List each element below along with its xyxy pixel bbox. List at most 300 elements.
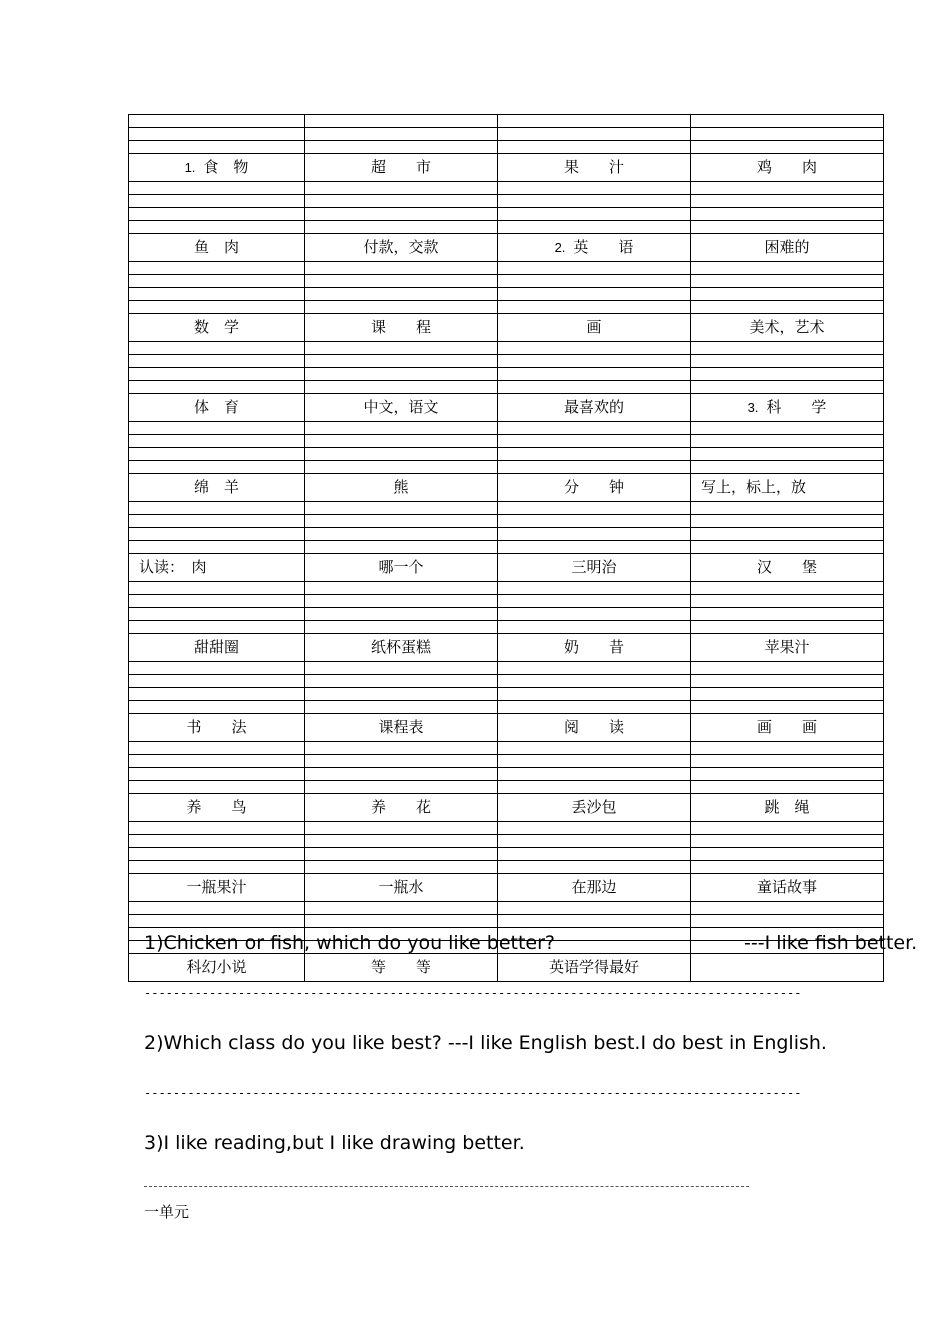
blank-cell bbox=[305, 461, 498, 474]
blank-cell bbox=[498, 541, 691, 554]
blank-cell bbox=[129, 115, 305, 128]
blank-cell bbox=[498, 675, 691, 688]
blank-cell bbox=[129, 435, 305, 448]
blank-cell bbox=[691, 608, 884, 621]
blank-cell bbox=[691, 128, 884, 141]
blank-cell bbox=[498, 835, 691, 848]
blank-cell bbox=[691, 288, 884, 301]
blank-cell bbox=[129, 688, 305, 701]
vocab-row bbox=[129, 154, 884, 182]
vocab-cell bbox=[498, 154, 691, 182]
vocab-word: 果 汁 bbox=[563, 158, 624, 176]
vocab-word: 体 育 bbox=[193, 398, 239, 416]
vocab-cell bbox=[129, 154, 305, 182]
vocab-word: 食 物 bbox=[203, 158, 249, 176]
vocab-cell bbox=[305, 234, 498, 262]
blank-cell bbox=[305, 275, 498, 288]
blank-row bbox=[129, 422, 884, 435]
blank-row bbox=[129, 621, 884, 634]
vocab-word: 课程表 bbox=[378, 718, 424, 736]
blank-cell bbox=[691, 915, 884, 928]
vocab-cell bbox=[129, 394, 305, 422]
blank-cell bbox=[305, 861, 498, 874]
vocab-word: 写上，标上，放 bbox=[701, 478, 807, 496]
blank-cell bbox=[305, 182, 498, 195]
vocab-word: 美术，艺术 bbox=[749, 318, 825, 336]
blank-row bbox=[129, 915, 884, 928]
vocab-word: 一瓶果汁 bbox=[186, 878, 247, 896]
blank-cell bbox=[691, 221, 884, 234]
blank-cell bbox=[129, 182, 305, 195]
blank-cell bbox=[305, 541, 498, 554]
vocab-cell bbox=[305, 794, 498, 822]
vocab-word: 绵 羊 bbox=[193, 478, 239, 496]
blank-cell bbox=[691, 515, 884, 528]
blank-cell bbox=[305, 128, 498, 141]
vocab-row bbox=[129, 394, 884, 422]
blank-cell bbox=[129, 902, 305, 915]
blank-cell bbox=[691, 582, 884, 595]
blank-cell bbox=[498, 742, 691, 755]
blank-cell bbox=[305, 342, 498, 355]
blank-cell bbox=[129, 822, 305, 835]
blank-cell bbox=[305, 435, 498, 448]
blank-cell bbox=[305, 528, 498, 541]
vocab-cell bbox=[129, 554, 305, 582]
blank-cell bbox=[305, 848, 498, 861]
vocab-cell bbox=[305, 634, 498, 662]
blank-cell bbox=[498, 381, 691, 394]
unit-label: 一单元 bbox=[144, 1203, 190, 1221]
vocab-cell bbox=[498, 474, 691, 502]
blank-row bbox=[129, 688, 884, 701]
blank-cell bbox=[691, 262, 884, 275]
blank-cell bbox=[691, 461, 884, 474]
vocab-cell bbox=[691, 714, 884, 742]
blank-row bbox=[129, 902, 884, 915]
blank-cell bbox=[691, 422, 884, 435]
blank-cell bbox=[129, 301, 305, 314]
vocab-word: 付款，交款 bbox=[363, 238, 439, 256]
blank-cell bbox=[129, 582, 305, 595]
blank-cell bbox=[305, 262, 498, 275]
vocab-row bbox=[129, 314, 884, 342]
vocab-cell bbox=[305, 874, 498, 902]
vocab-cell bbox=[498, 234, 691, 262]
blank-row bbox=[129, 662, 884, 675]
blank-row bbox=[129, 822, 884, 835]
blank-cell bbox=[305, 781, 498, 794]
blank-cell bbox=[498, 902, 691, 915]
item-number: 3. bbox=[747, 400, 759, 415]
vocab-word: 英 语 bbox=[573, 238, 634, 256]
blank-row bbox=[129, 528, 884, 541]
blank-cell bbox=[305, 582, 498, 595]
vocab-cell bbox=[305, 154, 498, 182]
vocab-word: 中文，语文 bbox=[363, 398, 439, 416]
vocab-cell bbox=[129, 634, 305, 662]
vocab-cell bbox=[129, 954, 305, 982]
blank-cell bbox=[129, 781, 305, 794]
blank-row bbox=[129, 435, 884, 448]
blank-row bbox=[129, 141, 884, 154]
dash-line-3 bbox=[144, 1186, 749, 1188]
blank-row bbox=[129, 742, 884, 755]
blank-cell bbox=[129, 195, 305, 208]
vocab-word: 课 程 bbox=[370, 318, 431, 336]
blank-cell bbox=[498, 115, 691, 128]
blank-row bbox=[129, 515, 884, 528]
blank-cell bbox=[129, 915, 305, 928]
vocab-word: 画 画 bbox=[756, 718, 817, 736]
blank-cell bbox=[305, 288, 498, 301]
vocab-word: 奶 昔 bbox=[563, 638, 624, 656]
blank-cell bbox=[129, 422, 305, 435]
blank-cell bbox=[129, 128, 305, 141]
vocab-word: 一瓶水 bbox=[378, 878, 424, 896]
blank-cell bbox=[498, 422, 691, 435]
blank-cell bbox=[129, 221, 305, 234]
vocab-cell bbox=[498, 314, 691, 342]
vocab-word: 丢沙包 bbox=[571, 798, 617, 816]
vocab-word: 科 学 bbox=[766, 398, 827, 416]
vocab-cell bbox=[129, 474, 305, 502]
vocab-word: 跳 绳 bbox=[764, 798, 810, 816]
blank-cell bbox=[498, 861, 691, 874]
blank-row bbox=[129, 608, 884, 621]
blank-cell bbox=[498, 768, 691, 781]
blank-row bbox=[129, 208, 884, 221]
blank-cell bbox=[691, 502, 884, 515]
vocab-cell bbox=[305, 314, 498, 342]
blank-cell bbox=[129, 861, 305, 874]
blank-cell bbox=[129, 515, 305, 528]
blank-cell bbox=[691, 848, 884, 861]
blank-cell bbox=[498, 301, 691, 314]
vocab-word: 等 等 bbox=[370, 958, 431, 976]
blank-cell bbox=[498, 275, 691, 288]
blank-cell bbox=[498, 595, 691, 608]
vocab-row bbox=[129, 234, 884, 262]
vocab-row bbox=[129, 474, 884, 502]
blank-cell bbox=[305, 221, 498, 234]
blank-cell bbox=[691, 755, 884, 768]
blank-row bbox=[129, 115, 884, 128]
blank-cell bbox=[691, 675, 884, 688]
blank-cell bbox=[498, 368, 691, 381]
blank-cell bbox=[498, 701, 691, 714]
blank-cell bbox=[305, 195, 498, 208]
blank-cell bbox=[498, 182, 691, 195]
blank-cell bbox=[691, 781, 884, 794]
blank-cell bbox=[305, 595, 498, 608]
blank-cell bbox=[129, 755, 305, 768]
vocab-cell bbox=[305, 554, 498, 582]
blank-row bbox=[129, 768, 884, 781]
blank-cell bbox=[691, 381, 884, 394]
blank-row bbox=[129, 755, 884, 768]
blank-cell bbox=[305, 515, 498, 528]
sentence-3: 3)I like reading,but I like drawing better. bbox=[144, 1132, 525, 1154]
vocab-cell bbox=[498, 874, 691, 902]
blank-row bbox=[129, 368, 884, 381]
vocab-cell bbox=[129, 234, 305, 262]
vocab-word: 纸杯蛋糕 bbox=[370, 638, 431, 656]
blank-cell bbox=[691, 688, 884, 701]
blank-cell bbox=[129, 368, 305, 381]
blank-cell bbox=[691, 448, 884, 461]
blank-cell bbox=[498, 781, 691, 794]
sentence-2: 2)Which class do you like best? ---I like English best.I do best in English. bbox=[144, 1032, 827, 1054]
blank-cell bbox=[305, 208, 498, 221]
blank-cell bbox=[691, 861, 884, 874]
blank-row bbox=[129, 461, 884, 474]
blank-cell bbox=[498, 342, 691, 355]
blank-cell bbox=[498, 208, 691, 221]
vocab-row bbox=[129, 874, 884, 902]
blank-cell bbox=[305, 902, 498, 915]
blank-row bbox=[129, 342, 884, 355]
vocab-row bbox=[129, 714, 884, 742]
blank-cell bbox=[691, 662, 884, 675]
vocab-cell bbox=[691, 234, 884, 262]
blank-cell bbox=[129, 701, 305, 714]
blank-cell bbox=[498, 128, 691, 141]
vocab-word: 熊 bbox=[393, 478, 409, 496]
blank-cell bbox=[498, 662, 691, 675]
vocab-cell bbox=[691, 794, 884, 822]
vocab-word: 甜甜圈 bbox=[193, 638, 239, 656]
blank-row bbox=[129, 502, 884, 515]
vocab-cell bbox=[691, 474, 884, 502]
blank-cell bbox=[305, 115, 498, 128]
blank-row bbox=[129, 448, 884, 461]
sentence-1-question: 1)Chicken or fish, which do you like better? bbox=[144, 932, 556, 954]
blank-cell bbox=[691, 275, 884, 288]
blank-cell bbox=[498, 355, 691, 368]
blank-cell bbox=[691, 435, 884, 448]
blank-cell bbox=[305, 675, 498, 688]
blank-cell bbox=[129, 662, 305, 675]
blank-cell bbox=[498, 448, 691, 461]
sentence-1-answer: ---I like fish better. bbox=[744, 932, 918, 954]
vocab-word: 在那边 bbox=[571, 878, 617, 896]
vocab-cell bbox=[691, 954, 884, 982]
blank-cell bbox=[305, 768, 498, 781]
blank-cell bbox=[129, 448, 305, 461]
blank-cell bbox=[498, 822, 691, 835]
blank-cell bbox=[498, 288, 691, 301]
blank-cell bbox=[129, 208, 305, 221]
blank-cell bbox=[129, 381, 305, 394]
blank-cell bbox=[305, 662, 498, 675]
blank-cell bbox=[129, 608, 305, 621]
vocab-word: 数 学 bbox=[193, 318, 239, 336]
sentence-1 bbox=[144, 932, 918, 954]
vocab-cell bbox=[305, 474, 498, 502]
vocab-cell bbox=[691, 154, 884, 182]
blank-cell bbox=[691, 141, 884, 154]
blank-cell bbox=[129, 595, 305, 608]
vocab-cell bbox=[498, 714, 691, 742]
blank-cell bbox=[498, 621, 691, 634]
blank-cell bbox=[498, 848, 691, 861]
blank-cell bbox=[691, 528, 884, 541]
blank-cell bbox=[691, 301, 884, 314]
vocab-cell bbox=[691, 394, 884, 422]
blank-cell bbox=[129, 848, 305, 861]
vocab-word: 科幻小说 bbox=[186, 958, 247, 976]
vocab-word: 童话故事 bbox=[756, 878, 817, 896]
blank-cell bbox=[691, 822, 884, 835]
blank-cell bbox=[691, 368, 884, 381]
blank-row bbox=[129, 195, 884, 208]
blank-cell bbox=[305, 621, 498, 634]
blank-row bbox=[129, 275, 884, 288]
vocab-word: 苹果汁 bbox=[764, 638, 810, 656]
vocab-cell bbox=[129, 874, 305, 902]
blank-cell bbox=[498, 608, 691, 621]
blank-cell bbox=[129, 275, 305, 288]
blank-cell bbox=[498, 502, 691, 515]
blank-cell bbox=[305, 915, 498, 928]
vocab-cell bbox=[691, 314, 884, 342]
blank-cell bbox=[498, 141, 691, 154]
vocab-word: 养 花 bbox=[370, 798, 431, 816]
blank-cell bbox=[129, 262, 305, 275]
blank-cell bbox=[498, 195, 691, 208]
blank-cell bbox=[498, 221, 691, 234]
vocab-word: 汉 堡 bbox=[756, 558, 817, 576]
vocab-word: 鸡 肉 bbox=[756, 158, 817, 176]
vocab-row bbox=[129, 794, 884, 822]
vocab-row bbox=[129, 954, 884, 982]
vocab-cell bbox=[305, 954, 498, 982]
blank-cell bbox=[129, 675, 305, 688]
vocab-cell bbox=[498, 394, 691, 422]
blank-cell bbox=[129, 355, 305, 368]
blank-cell bbox=[129, 742, 305, 755]
blank-cell bbox=[691, 342, 884, 355]
vocab-cell bbox=[305, 714, 498, 742]
blank-cell bbox=[305, 755, 498, 768]
vocab-word: 超 市 bbox=[370, 158, 431, 176]
vocab-cell bbox=[691, 634, 884, 662]
blank-cell bbox=[691, 595, 884, 608]
blank-row bbox=[129, 381, 884, 394]
blank-cell bbox=[691, 701, 884, 714]
blank-cell bbox=[498, 461, 691, 474]
blank-row bbox=[129, 262, 884, 275]
blank-cell bbox=[691, 182, 884, 195]
vocab-word: 画 bbox=[586, 318, 602, 336]
blank-cell bbox=[305, 608, 498, 621]
blank-row bbox=[129, 221, 884, 234]
blank-cell bbox=[129, 342, 305, 355]
blank-cell bbox=[305, 822, 498, 835]
blank-cell bbox=[129, 502, 305, 515]
blank-cell bbox=[691, 902, 884, 915]
blank-cell bbox=[691, 115, 884, 128]
blank-cell bbox=[305, 368, 498, 381]
blank-cell bbox=[691, 621, 884, 634]
blank-row bbox=[129, 301, 884, 314]
blank-cell bbox=[129, 768, 305, 781]
vocab-cell bbox=[305, 394, 498, 422]
blank-cell bbox=[691, 195, 884, 208]
blank-cell bbox=[498, 688, 691, 701]
blank-cell bbox=[498, 582, 691, 595]
vocab-cell bbox=[498, 954, 691, 982]
blank-cell bbox=[129, 461, 305, 474]
blank-row bbox=[129, 835, 884, 848]
blank-row bbox=[129, 288, 884, 301]
vocab-cell bbox=[498, 634, 691, 662]
blank-row bbox=[129, 848, 884, 861]
blank-row bbox=[129, 861, 884, 874]
dash-line-2: ------------------------------------------------------------------------------------------- bbox=[144, 1086, 802, 1100]
item-number: 1. bbox=[184, 160, 196, 175]
blank-row bbox=[129, 541, 884, 554]
vocab-row bbox=[129, 634, 884, 662]
blank-cell bbox=[305, 835, 498, 848]
blank-row bbox=[129, 675, 884, 688]
blank-cell bbox=[305, 381, 498, 394]
blank-row bbox=[129, 355, 884, 368]
blank-cell bbox=[498, 528, 691, 541]
vocab-word: 书 法 bbox=[186, 718, 247, 736]
vocab-cell bbox=[691, 554, 884, 582]
blank-cell bbox=[305, 448, 498, 461]
vocab-cell bbox=[129, 714, 305, 742]
blank-cell bbox=[129, 141, 305, 154]
blank-cell bbox=[305, 355, 498, 368]
blank-cell bbox=[305, 502, 498, 515]
vocab-cell bbox=[129, 314, 305, 342]
vocab-word: 鱼 肉 bbox=[193, 238, 239, 256]
blank-cell bbox=[691, 541, 884, 554]
item-number: 2. bbox=[554, 240, 566, 255]
blank-row bbox=[129, 182, 884, 195]
blank-cell bbox=[691, 355, 884, 368]
blank-cell bbox=[305, 688, 498, 701]
vocab-cell bbox=[691, 874, 884, 902]
blank-cell bbox=[129, 621, 305, 634]
blank-cell bbox=[305, 422, 498, 435]
vocab-word: 认读： 肉 bbox=[139, 558, 207, 576]
blank-cell bbox=[498, 262, 691, 275]
blank-cell bbox=[305, 301, 498, 314]
blank-cell bbox=[691, 835, 884, 848]
blank-row bbox=[129, 595, 884, 608]
blank-cell bbox=[498, 915, 691, 928]
blank-cell bbox=[498, 435, 691, 448]
vocabulary-table bbox=[128, 114, 884, 982]
vocab-word: 三明治 bbox=[571, 558, 617, 576]
blank-cell bbox=[305, 742, 498, 755]
blank-row bbox=[129, 128, 884, 141]
vocab-word: 分 钟 bbox=[563, 478, 624, 496]
blank-cell bbox=[305, 141, 498, 154]
vocab-word: 最喜欢的 bbox=[563, 398, 624, 416]
blank-cell bbox=[691, 768, 884, 781]
blank-cell bbox=[305, 701, 498, 714]
vocab-row bbox=[129, 554, 884, 582]
vocab-word: 阅 读 bbox=[563, 718, 624, 736]
blank-cell bbox=[691, 742, 884, 755]
blank-cell bbox=[498, 515, 691, 528]
blank-row bbox=[129, 582, 884, 595]
